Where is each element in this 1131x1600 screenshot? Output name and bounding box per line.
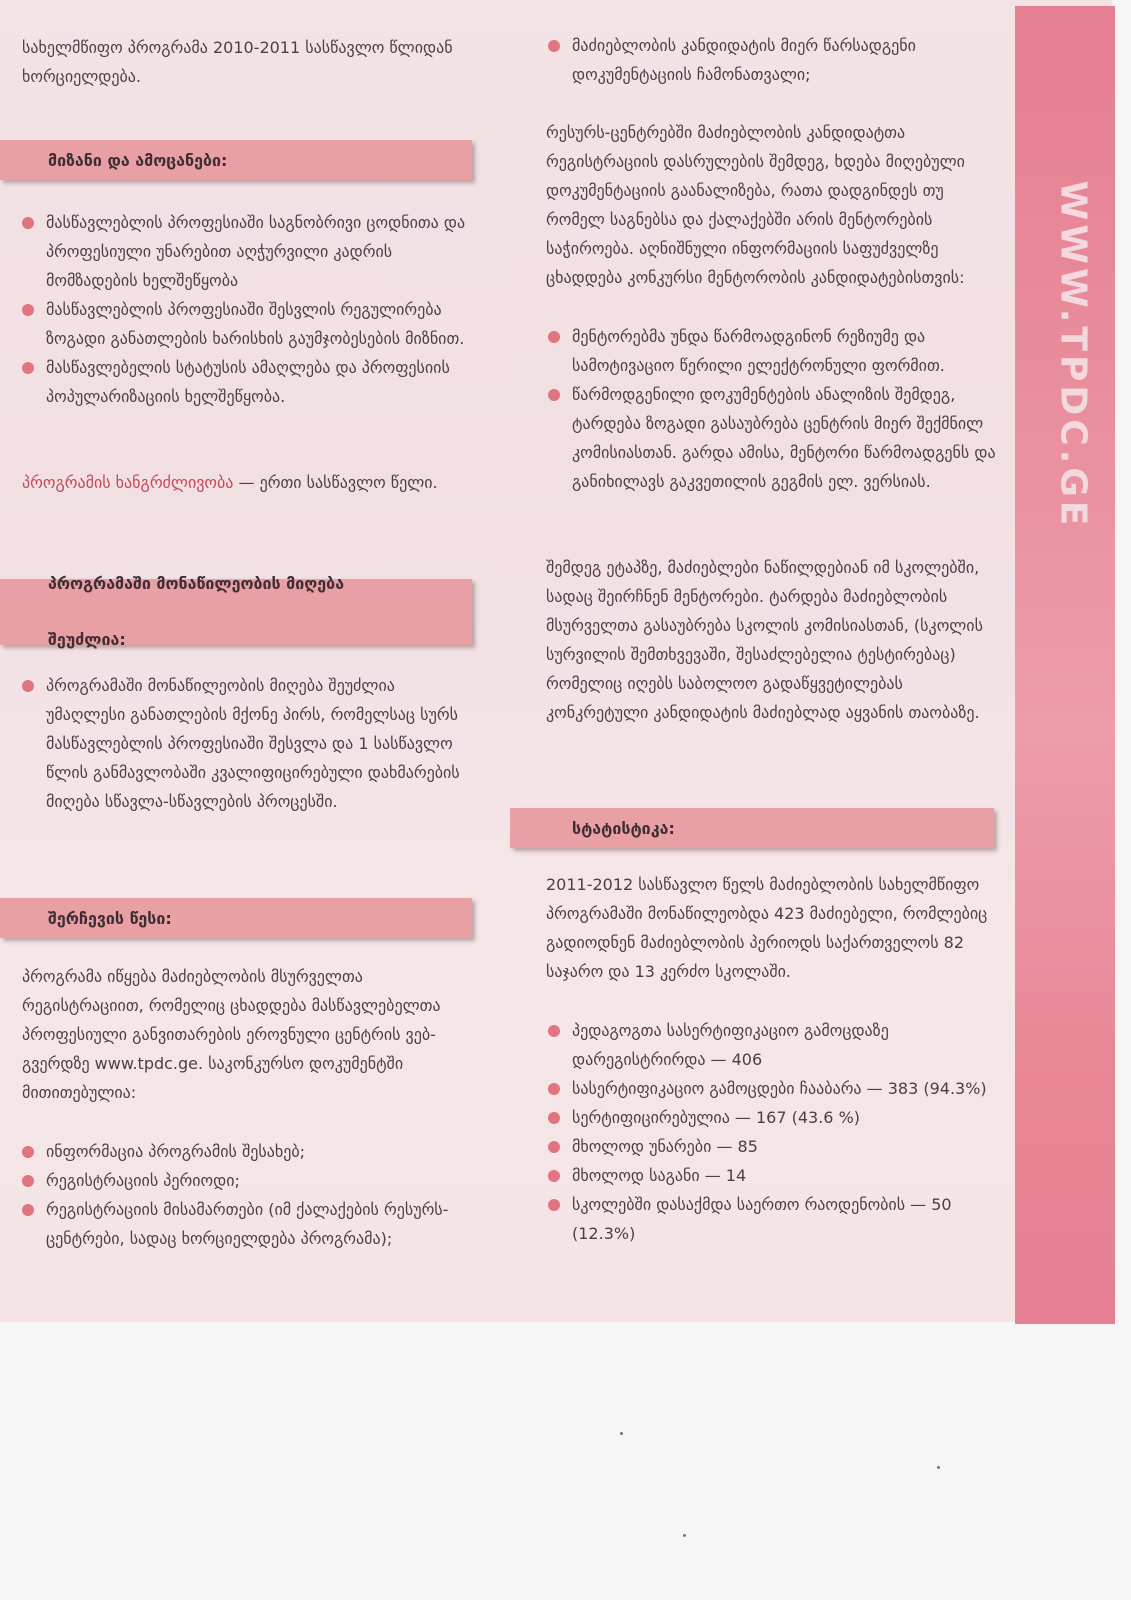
list-item: მენტორებმა უნდა წარმოადგინონ რეზიუმე და სამოტივაციო წერილი ელექტრონული ფორმით. bbox=[546, 322, 1006, 380]
selection-text: პროგრამა იწყება მაძიებლობის მსურველთა რეგისტრაციით, რომელიც ცხადდება მასწავლებელთა პროფესიული განვითარების ეროვნული ცენტრის ვებ-გვერდზე www.tpdc.ge. საკონკურსო დოკუმენტში მითითებულია: bbox=[22, 967, 441, 1102]
participation-header bbox=[0, 574, 472, 649]
list-item: მასწავლებლის პროფესიაში საგნობრივი ცოდნითა და პროფესიული უნარებით აღჭურვილი კადრის მომზადების ხელშეწყობა bbox=[20, 208, 472, 295]
goals-list bbox=[20, 208, 472, 411]
scan-speck bbox=[683, 1534, 686, 1537]
stats-list bbox=[546, 1016, 1006, 1248]
goals-header-label: მიზანი და ამოცანები: bbox=[48, 150, 228, 170]
list-item: მასწავლებლის პროფესიაში შესვლის რეგულირება ზოგადი განათლების ხარისხის გაუმჯობესების მიზნით. bbox=[20, 295, 472, 353]
mentor-list bbox=[546, 322, 1006, 496]
site-url: WWW.TPDC.GE bbox=[1052, 180, 1094, 530]
participation-header-line2: შეუძლია: bbox=[48, 630, 126, 649]
list-item: სასერტიფიკაციო გამოცდები ჩააბარა — 383 (94.3%) bbox=[546, 1074, 1006, 1103]
duration-value: — ერთი სასწავლო წელი. bbox=[233, 473, 438, 492]
scan-speck bbox=[620, 1432, 623, 1435]
stats-header-label: სტატისტიკა: bbox=[572, 818, 675, 838]
list-item: მხოლოდ უნარები — 85 bbox=[546, 1132, 1006, 1161]
list-item: მაძიებლობის კანდიდატის მიერ წარსადგენი დოკუმენტაციის ჩამონათვალი; bbox=[546, 31, 1006, 89]
goals-header bbox=[0, 140, 472, 180]
list-item: წარმოდგენილი დოკუმენტების ანალიზის შემდეგ, ტარდება ზოგადი გასაუბრება ცენტრის მიერ შექმნილ კომისიასთან. გარდა ამისა, მენტორი წარმოადგენს და განიხილავს გაკვეთილის გეგმის ელ. ვერსიას. bbox=[546, 380, 1006, 496]
list-item: რეგისტრაციის პერიოდი; bbox=[20, 1166, 472, 1195]
scan-speck bbox=[937, 1466, 940, 1469]
next-stage-text: შემდეგ ეტაპზე, მაძიებლები ნაწილდებიან იმ სკოლებში, სადაც შეირჩნენ მენტორები. ტარდება მაძიებლობის მსურველთა გასაუბრება სკოლის კომისიასთან, (სკოლის სურვილის შემთხვევაში, შესაძლებელია ტესტირებაც) რომელიც იღებს საბოლოო გადაწყვეტილებას კონკრეტული კანდიდატის მაძიებლად აყვანის თაობაზე. bbox=[546, 558, 983, 722]
list-item: პედაგოგთა სასერტიფიკაციო გამოცდაზე დარეგისტრირდა — 406 bbox=[546, 1016, 1006, 1074]
stats-intro: 2011-2012 სასწავლო წელს მაძიებლობის სახელმწიფო პროგრამაში მონაწილეობდა 423 მაძიებელი, რომლებიც გადიოდნენ მაძიებლობის პერიოდს საქართველოს 82 საჯარო და 13 კერძო სკოლაში. bbox=[546, 875, 988, 981]
duration-text bbox=[22, 468, 472, 497]
stats-header bbox=[510, 808, 994, 848]
list-item: მასწავლებელის სტატუსის ამაღლება და პროფესიის პოპულარიზაციის ხელშეწყობა. bbox=[20, 353, 472, 411]
resource-centers-text: რესურს-ცენტრებში მაძიებლობის კანდიდატთა რეგისტრაციის დასრულების შემდეგ, ხდება მიღებული დოკუმენტაციის გაანალიზება, რათა დადგინდეს თუ რომელ საგნებსა და ქალაქებში არის მენტორების საჭიროება. აღნიშნული ინფორმაციის საფუძველზე ცხადდება კონკურსი მენტორობის კანდიდატებისთვის: bbox=[546, 123, 965, 287]
participation-header-line1: პროგრამაში მონაწილეობის მიღება bbox=[48, 574, 345, 593]
list-item: მხოლოდ საგანი — 14 bbox=[546, 1161, 1006, 1190]
intro-text: სახელმწიფო პროგრამა 2010-2011 სასწავლო წლიდან ხორციელდება. bbox=[22, 38, 453, 86]
list-item: ინფორმაცია პროგრამის შესახებ; bbox=[20, 1137, 472, 1166]
list-item: სკოლებში დასაქმდა საერთო რაოდენობის — 50 (12.3%) bbox=[546, 1190, 1006, 1248]
list-item: სერტიფიცირებულია — 167 (43.6 %) bbox=[546, 1103, 1006, 1132]
duration-label: პროგრამის ხანგრძლივობა bbox=[22, 473, 234, 492]
list-item: რეგისტრაციის მისამართები (იმ ქალაქების რესურს-ცენტრები, სადაც ხორციელდება პროგრამა); bbox=[20, 1195, 472, 1253]
selection-list bbox=[20, 1137, 472, 1253]
participation-list bbox=[20, 671, 472, 816]
selection-header-label: შერჩევის წესი: bbox=[48, 908, 172, 928]
documents-list bbox=[546, 31, 1006, 89]
list-item: პროგრამაში მონაწილეობის მიღება შეუძლია უმაღლესი განათლების მქონე პირს, რომელსაც სურს მასწავლებლის პროფესიაში შესვლა და 1 სასწავლო წლის განმავლობაში კვალიფიცირებული დახმარების მიღება სწავლა-სწავლების პროცესში. bbox=[20, 671, 472, 816]
selection-header bbox=[0, 898, 472, 938]
